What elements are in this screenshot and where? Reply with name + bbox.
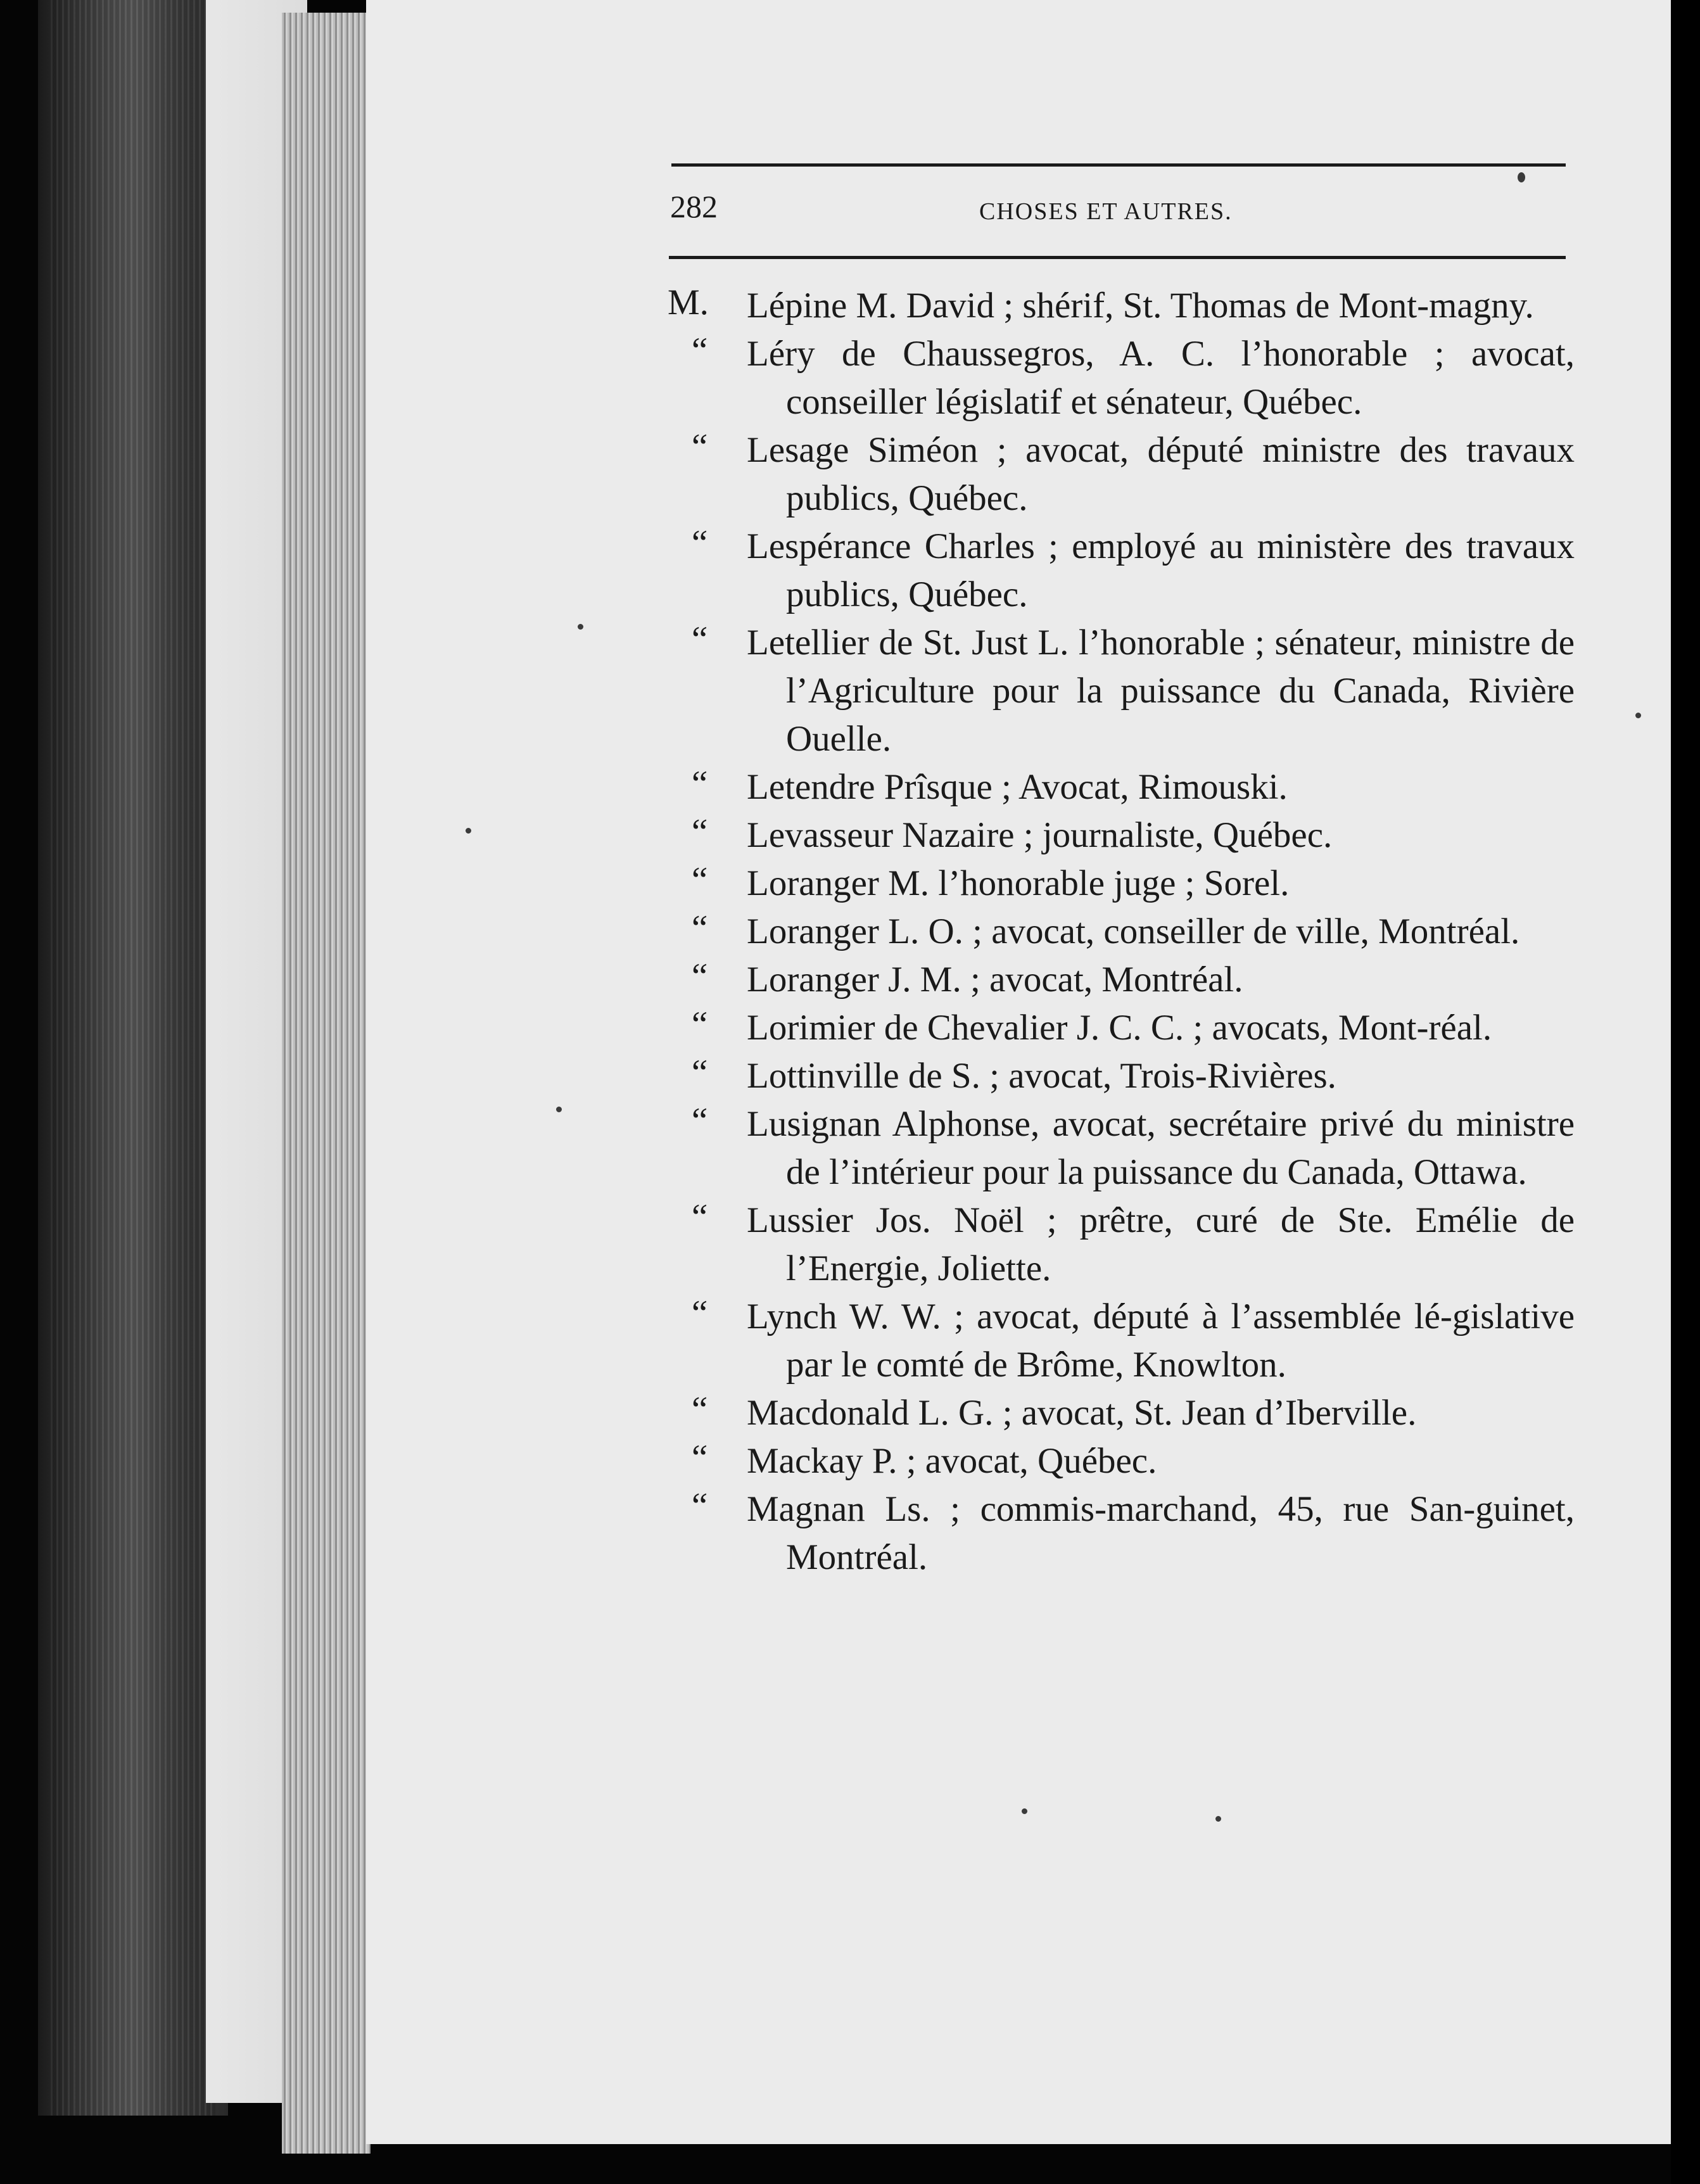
ditto-mark: “ (692, 1486, 708, 1526)
list-item (668, 1485, 1575, 1582)
scan-border (1671, 0, 1700, 2184)
ditto-mark: “ (692, 1293, 708, 1333)
ditto-mark: “ (692, 764, 708, 804)
ditto-mark: “ (692, 1005, 708, 1044)
list-item (668, 1100, 1575, 1197)
list-item (668, 763, 1575, 811)
paper-speck (1215, 1816, 1221, 1822)
entry-text: Loranger M. l’honorable juge ; Sorel. (747, 863, 1290, 903)
ditto-mark: “ (692, 1438, 708, 1478)
entry-text: Letellier de St. Just L. l’honorable ; sénateur, ministre de l’Agriculture pour la puissance du Canada, Rivière Ouelle. (747, 623, 1575, 759)
list-item (668, 282, 1575, 330)
entry-text: Lesage Siméon ; avocat, député ministre des travaux publics, Québec. (747, 430, 1575, 518)
entry-prefix: M. (668, 283, 709, 322)
paper-speck (578, 624, 583, 630)
entry-text: Macdonald L. G. ; avocat, St. Jean d’Iberville. (747, 1393, 1417, 1433)
entry-text: Lussier Jos. Noël ; prêtre, curé de Ste. Emélie de l’Energie, Joliette. (747, 1200, 1575, 1288)
entry-text: Lottinville de S. ; avocat, Trois-Rivières. (747, 1056, 1336, 1096)
entry-text: Lusignan Alphonse, avocat, secrétaire privé du ministre de l’intérieur pour la puissance du Canada, Ottawa. (747, 1104, 1575, 1192)
entry-text: Lynch W. W. ; avocat, député à l’assemblée lé-gislative par le comté de Brôme, Knowlton. (747, 1297, 1575, 1385)
ditto-mark: “ (692, 1053, 708, 1093)
list-item (668, 908, 1575, 956)
list-item (668, 1052, 1575, 1100)
ditto-mark: “ (692, 427, 708, 467)
book-cover-texture (51, 0, 215, 2116)
ditto-mark: “ (692, 860, 708, 900)
entry-text: Lépine M. David ; shérif, St. Thomas de Mont-magny. (747, 286, 1534, 326)
paper-speck (1022, 1808, 1027, 1814)
ditto-mark: “ (692, 523, 708, 563)
paper-speck (1635, 713, 1641, 718)
ditto-mark: “ (692, 331, 708, 371)
entry-text: Loranger L. O. ; avocat, conseiller de ville, Montréal. (747, 911, 1520, 951)
paper-speck (1518, 172, 1525, 182)
list-item (668, 330, 1575, 426)
ditto-mark: “ (692, 1101, 708, 1141)
running-title: CHOSES ET AUTRES. (979, 198, 1233, 225)
entry-text: Magnan Ls. ; commis-marchand, 45, rue San-guinet, Montréal. (747, 1489, 1575, 1577)
directory-list (668, 282, 1575, 1582)
page-stack-edges (282, 13, 371, 2154)
ditto-mark: “ (692, 956, 708, 996)
list-item (668, 523, 1575, 619)
entry-text: Letendre Prîsque ; Avocat, Rimouski. (747, 767, 1288, 807)
ditto-mark: “ (692, 908, 708, 948)
entry-text: Loranger J. M. ; avocat, Montréal. (747, 960, 1243, 1000)
list-item (668, 426, 1575, 523)
entry-text: Levasseur Nazaire ; journaliste, Québec. (747, 815, 1333, 855)
list-item (668, 811, 1575, 860)
list-item (668, 1197, 1575, 1293)
ditto-mark: “ (692, 812, 708, 852)
entry-text: Léry de Chaussegros, A. C. l’honorable ; avocat, conseiller législatif et sénateur, Québec. (747, 334, 1575, 422)
ditto-mark: “ (692, 1197, 708, 1237)
ditto-mark: “ (692, 1390, 708, 1430)
list-item (668, 1389, 1575, 1437)
list-item (668, 1437, 1575, 1485)
header-rule-top (671, 163, 1566, 167)
list-item (668, 860, 1575, 908)
page-number: 282 (670, 189, 718, 224)
list-item (668, 1293, 1575, 1389)
ditto-mark: “ (692, 619, 708, 659)
paper-speck (556, 1107, 562, 1112)
paper-speck (466, 828, 471, 834)
list-item (668, 619, 1575, 763)
entry-text: Lespérance Charles ; employé au ministère des travaux publics, Québec. (747, 526, 1575, 614)
entry-text: Lorimier de Chevalier J. C. C. ; avocats, Mont-réal. (747, 1008, 1492, 1048)
list-item (668, 956, 1575, 1004)
entry-text: Mackay P. ; avocat, Québec. (747, 1441, 1157, 1481)
header-rule-bottom (669, 256, 1566, 259)
list-item (668, 1004, 1575, 1052)
